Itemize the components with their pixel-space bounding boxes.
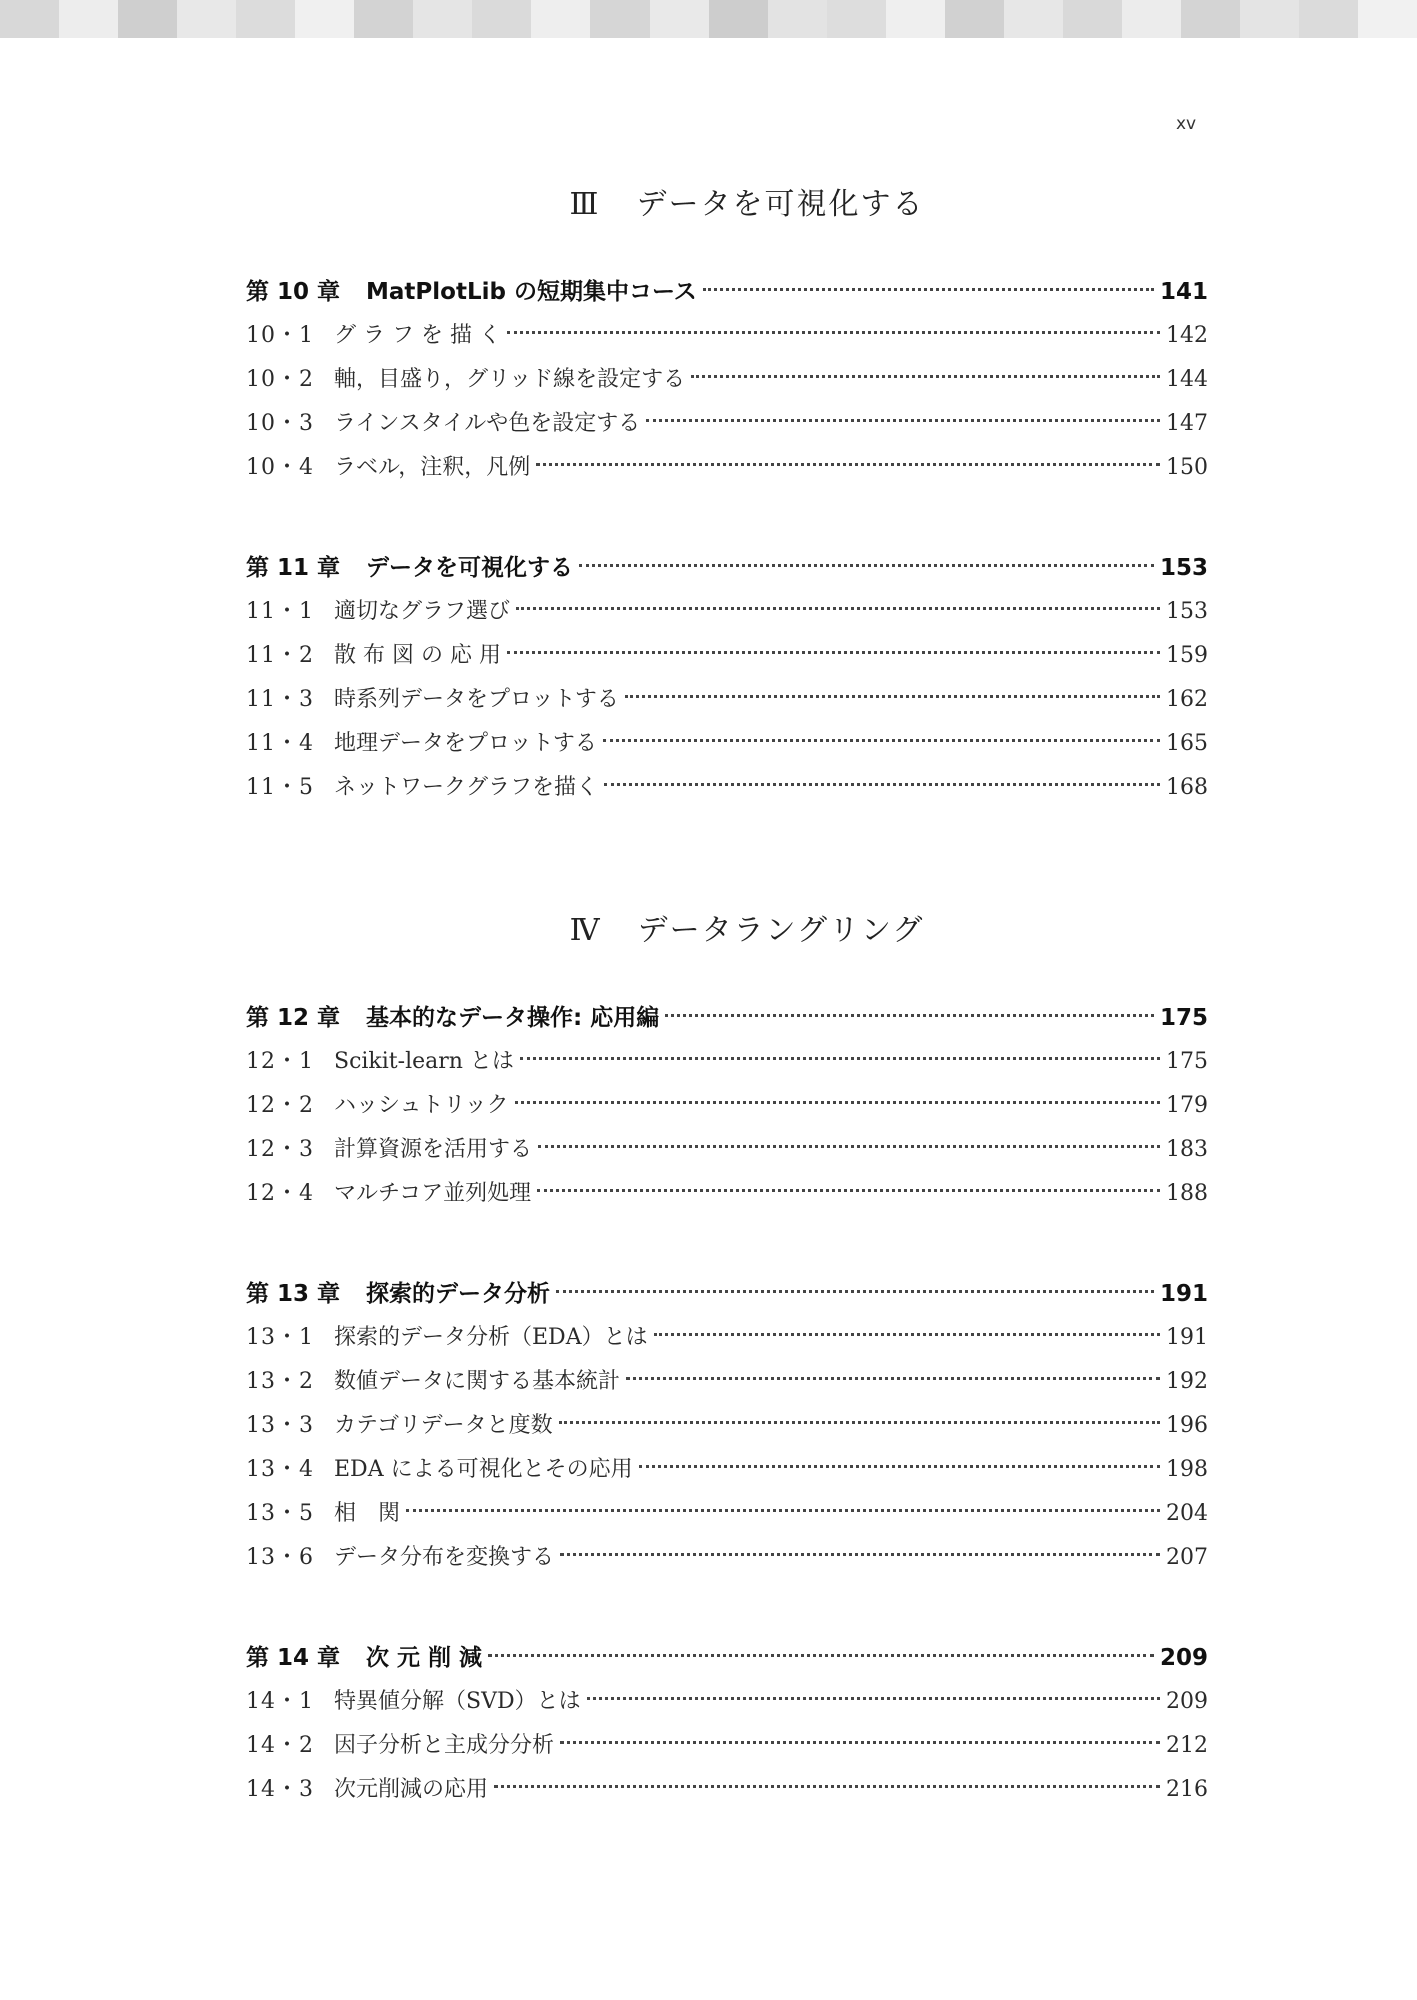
part-title-text: データを可視化する — [636, 187, 925, 222]
section-page: 150 — [1166, 455, 1208, 480]
section-entry[interactable] — [246, 1040, 1208, 1084]
chapter-page: 191 — [1159, 1281, 1208, 1307]
section-entry[interactable] — [246, 1316, 1208, 1360]
section-entry[interactable] — [246, 1536, 1208, 1580]
table-of-contents — [246, 180, 1208, 1868]
dot-leader — [406, 1509, 1160, 1512]
section-entry[interactable] — [246, 1724, 1208, 1768]
dot-leader — [579, 564, 1154, 567]
chapter-page: 209 — [1159, 1645, 1208, 1671]
section-page: 159 — [1166, 643, 1208, 668]
dot-leader — [559, 1421, 1160, 1424]
section-title: 特異値分解（SVD）とは — [334, 1689, 581, 1714]
section-page: 153 — [1166, 599, 1208, 624]
section-title: 相 関 — [334, 1501, 401, 1526]
dot-leader — [560, 1553, 1160, 1556]
dot-leader — [515, 1101, 1160, 1104]
dot-leader — [507, 651, 1160, 654]
chapter-entry[interactable] — [246, 1272, 1208, 1316]
section-number: 11・1 — [246, 599, 314, 624]
chapter-page: 153 — [1159, 555, 1208, 581]
section-number: 14・1 — [246, 1689, 314, 1714]
section-page: 162 — [1166, 687, 1208, 712]
section-title: 適切なグラフ選び — [334, 599, 511, 624]
section-title: データ分布を変換する — [334, 1545, 555, 1570]
section-number: 13・3 — [246, 1413, 314, 1438]
dot-leader — [516, 607, 1160, 610]
section-entry[interactable] — [246, 1768, 1208, 1812]
chapter-page: 175 — [1159, 1005, 1208, 1031]
section-title: ネットワークグラフを描く — [334, 775, 599, 800]
section-title: EDA による可視化とその応用 — [334, 1457, 633, 1482]
part-heading — [246, 906, 1208, 956]
chapter-block — [246, 546, 1208, 810]
chapter-block — [246, 270, 1208, 490]
section-number: 13・6 — [246, 1545, 314, 1570]
dot-leader — [626, 1377, 1160, 1380]
chapter-block — [246, 1272, 1208, 1580]
part-heading — [246, 180, 1208, 230]
chapter-title: 探索的データ分析 — [366, 1281, 550, 1307]
section-number: 14・3 — [246, 1777, 314, 1802]
section-page: 191 — [1166, 1325, 1208, 1350]
chapter-entry[interactable] — [246, 996, 1208, 1040]
dot-leader — [537, 1189, 1160, 1192]
section-number: 11・4 — [246, 731, 314, 756]
chapter-entry[interactable] — [246, 546, 1208, 590]
section-number: 11・2 — [246, 643, 314, 668]
section-title: 次元削減の応用 — [334, 1777, 489, 1802]
section-title: 計算資源を活用する — [334, 1137, 533, 1162]
dot-leader — [654, 1333, 1160, 1336]
dot-leader — [536, 463, 1160, 466]
section-title: ラベル，注釈，凡例 — [334, 455, 531, 480]
section-entry[interactable] — [246, 1360, 1208, 1404]
section-title: Scikit-learn とは — [334, 1049, 514, 1074]
section-title: ハッシュトリック — [334, 1093, 509, 1118]
section-entry[interactable] — [246, 1404, 1208, 1448]
dot-leader — [488, 1654, 1154, 1657]
section-title: 軸，目盛り，グリッド線を設定する — [334, 367, 686, 392]
chapter-page: 141 — [1159, 279, 1208, 305]
chapter-entry[interactable] — [246, 1636, 1208, 1680]
section-number: 12・4 — [246, 1181, 314, 1206]
dot-leader — [538, 1145, 1160, 1148]
section-title: 時系列データをプロットする — [334, 687, 619, 712]
section-number: 12・2 — [246, 1093, 314, 1118]
section-number: 12・3 — [246, 1137, 314, 1162]
section-number: 13・1 — [246, 1325, 314, 1350]
dot-leader — [520, 1057, 1160, 1060]
section-entry[interactable] — [246, 590, 1208, 634]
section-page: 216 — [1166, 1777, 1208, 1802]
section-title: カテゴリデータと度数 — [334, 1413, 553, 1438]
header-decoration-bar — [0, 0, 1417, 38]
section-page: 179 — [1166, 1093, 1208, 1118]
dot-leader — [703, 288, 1154, 291]
part-title-text: データラングリング — [637, 913, 925, 948]
section-entry[interactable] — [246, 1680, 1208, 1724]
chapter-title: 基本的なデータ操作: 応用編 — [366, 1005, 660, 1031]
dot-leader — [604, 783, 1160, 786]
section-page: 212 — [1166, 1733, 1208, 1758]
section-entry[interactable] — [246, 1084, 1208, 1128]
page-number: xv — [1176, 114, 1197, 134]
chapter-block — [246, 1636, 1208, 1812]
chapter-block — [246, 996, 1208, 1216]
section-page: 168 — [1166, 775, 1208, 800]
dot-leader — [646, 419, 1160, 422]
section-entry[interactable] — [246, 1448, 1208, 1492]
chapter-number: 第 11 章 — [246, 555, 341, 581]
section-page: 147 — [1166, 411, 1208, 436]
section-entry[interactable] — [246, 314, 1208, 358]
chapter-number: 第 14 章 — [246, 1645, 341, 1671]
part-numeral: Ⅲ — [569, 187, 601, 222]
section-number: 12・1 — [246, 1049, 314, 1074]
section-number: 13・4 — [246, 1457, 314, 1482]
dot-leader — [691, 375, 1160, 378]
section-page: 196 — [1166, 1413, 1208, 1438]
section-title: 数値データに関する基本統計 — [334, 1369, 621, 1394]
chapter-title: 次 元 削 減 — [366, 1645, 483, 1671]
section-page: 207 — [1166, 1545, 1208, 1570]
section-entry[interactable] — [246, 446, 1208, 490]
section-title: 因子分析と主成分分析 — [334, 1733, 555, 1758]
section-page: 144 — [1166, 367, 1208, 392]
section-number: 14・2 — [246, 1733, 314, 1758]
chapter-entry[interactable] — [246, 270, 1208, 314]
chapter-number: 第 12 章 — [246, 1005, 341, 1031]
chapter-title: MatPlotLib の短期集中コース — [366, 279, 697, 305]
section-number: 10・2 — [246, 367, 314, 392]
dot-leader — [494, 1785, 1160, 1788]
section-page: 204 — [1166, 1501, 1208, 1526]
section-page: 175 — [1166, 1049, 1208, 1074]
dot-leader — [560, 1741, 1160, 1744]
chapter-title: データを可視化する — [366, 555, 573, 581]
section-page: 192 — [1166, 1369, 1208, 1394]
section-entry[interactable] — [246, 1492, 1208, 1536]
section-page: 142 — [1166, 323, 1208, 348]
section-page: 209 — [1166, 1689, 1208, 1714]
dot-leader — [556, 1290, 1154, 1293]
dot-leader — [639, 1465, 1160, 1468]
section-title: マルチコア並列処理 — [334, 1181, 532, 1206]
section-title: 探索的データ分析（EDA）とは — [334, 1325, 648, 1350]
section-entry[interactable] — [246, 634, 1208, 678]
section-title: 地理データをプロットする — [334, 731, 597, 756]
section-page: 183 — [1166, 1137, 1208, 1162]
section-number: 10・3 — [246, 411, 314, 436]
chapter-number: 第 10 章 — [246, 279, 341, 305]
section-page: 198 — [1166, 1457, 1208, 1482]
dot-leader — [665, 1014, 1154, 1017]
section-title: 散 布 図 の 応 用 — [334, 643, 501, 668]
section-number: 11・5 — [246, 775, 314, 800]
section-title: ラインスタイルや色を設定する — [334, 411, 641, 436]
section-page: 165 — [1166, 731, 1208, 756]
part-spacer — [246, 866, 1208, 906]
section-page: 188 — [1166, 1181, 1208, 1206]
section-entry[interactable] — [246, 766, 1208, 810]
chapter-number: 第 13 章 — [246, 1281, 341, 1307]
section-number: 10・1 — [246, 323, 314, 348]
dot-leader — [625, 695, 1160, 698]
section-entry[interactable] — [246, 678, 1208, 722]
dot-leader — [587, 1697, 1160, 1700]
section-number: 13・2 — [246, 1369, 314, 1394]
section-number: 13・5 — [246, 1501, 314, 1526]
section-entry[interactable] — [246, 358, 1208, 402]
dot-leader — [603, 739, 1160, 742]
section-entry[interactable] — [246, 722, 1208, 766]
section-entry[interactable] — [246, 1172, 1208, 1216]
section-number: 11・3 — [246, 687, 314, 712]
dot-leader — [507, 331, 1160, 334]
section-number: 10・4 — [246, 455, 314, 480]
part-numeral: Ⅳ — [569, 913, 602, 948]
section-title: グ ラ フ を 描 く — [334, 323, 501, 348]
section-entry[interactable] — [246, 1128, 1208, 1172]
section-entry[interactable] — [246, 402, 1208, 446]
